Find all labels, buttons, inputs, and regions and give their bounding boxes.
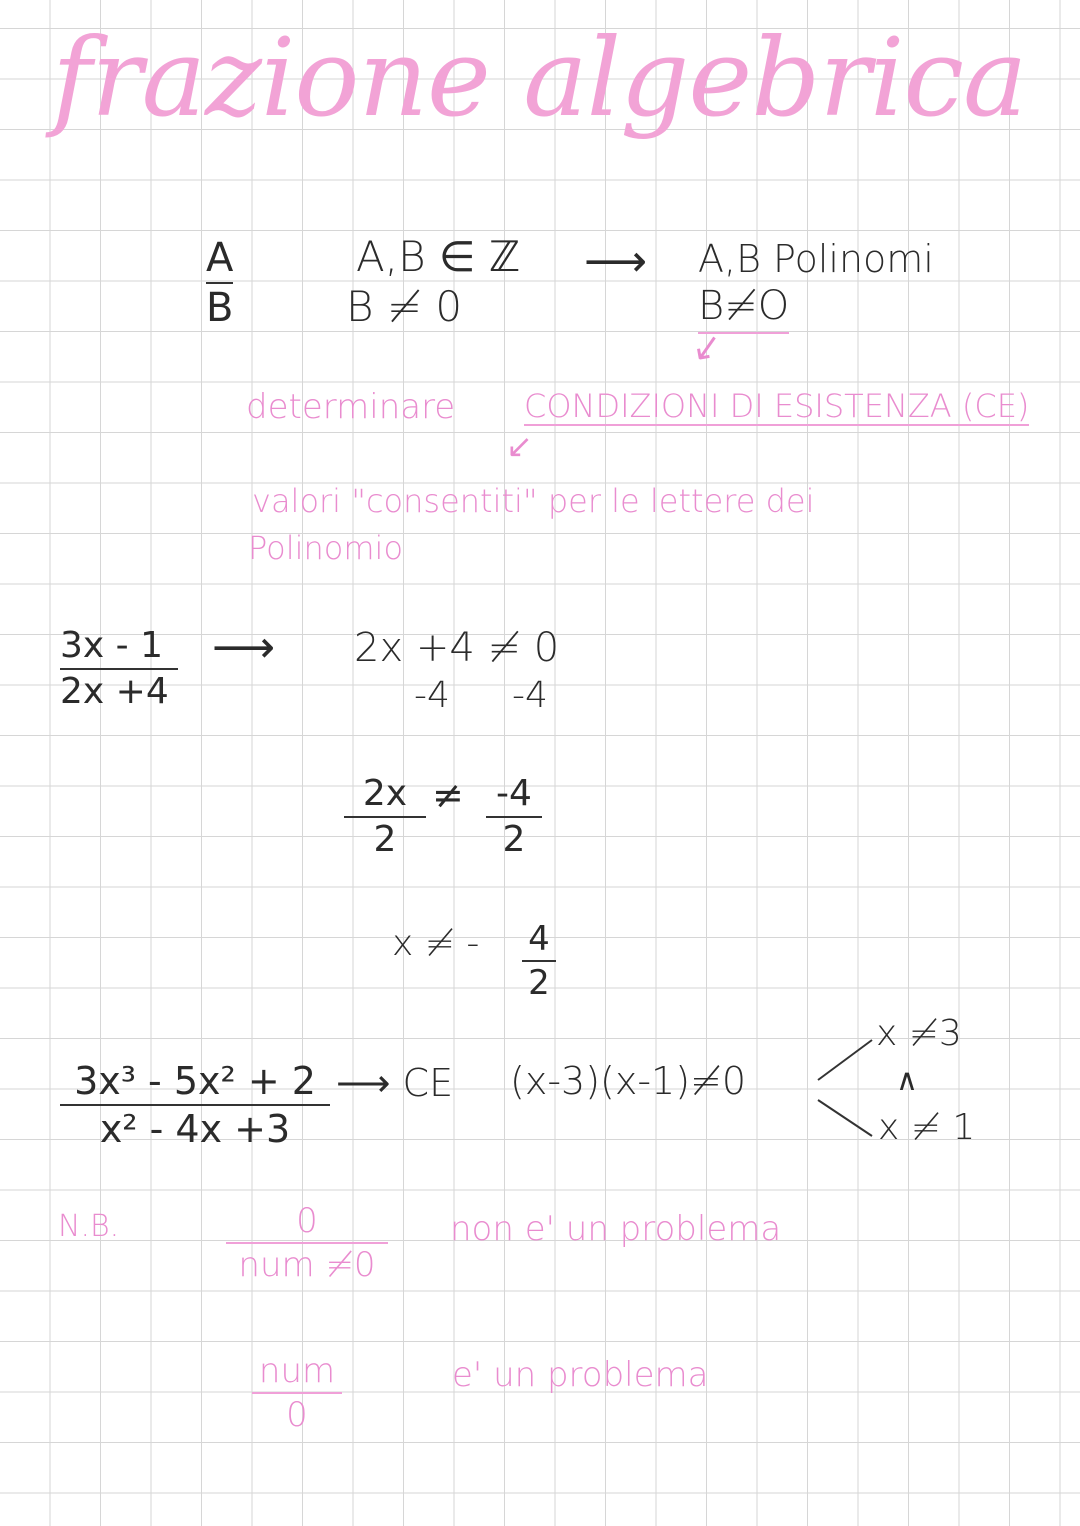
step3-denominator: 2 <box>528 963 550 1003</box>
example2-denominator: x² - 4x +3 <box>99 1107 291 1151</box>
example1-step1b-left: -4 <box>414 675 450 716</box>
step2-right-denominator: 2 <box>502 819 526 860</box>
example1-step2-left-fraction <box>344 773 426 860</box>
example2-cond1: x ≠3 <box>876 1013 962 1054</box>
nb-f2-denominator: 0 <box>286 1395 308 1435</box>
nb-f2-text: e' un problema <box>452 1355 709 1395</box>
fraction-bar <box>486 816 542 818</box>
fraction-bar <box>60 668 178 670</box>
example2-factor: (x-3)(x-1)≠0 <box>510 1059 747 1103</box>
step2-left-denominator: 2 <box>373 819 397 860</box>
example1-numerator: 3x - 1 <box>60 625 163 666</box>
conditions-ce: CONDIZIONI DI ESISTENZA (CE) <box>524 387 1030 425</box>
fraction-bar <box>226 1242 388 1244</box>
nb-f1-text: non e' un problema <box>450 1209 782 1249</box>
conditions-verb: determinare <box>246 387 456 427</box>
definition-line-2: B ≠ 0 <box>346 282 463 331</box>
and-symbol: ∧ <box>896 1063 918 1098</box>
definition-fraction <box>206 235 234 331</box>
example2-fraction <box>60 1059 330 1151</box>
branch-lines <box>812 1032 882 1142</box>
example1-fraction <box>60 625 178 712</box>
example1-step2-right-fraction <box>486 773 542 860</box>
fraction-bar <box>60 1104 330 1106</box>
nb-f1-numerator: 0 <box>296 1201 318 1241</box>
nb-label: N.B. <box>58 1209 120 1244</box>
step3-numerator: 4 <box>528 919 550 959</box>
definition-line-1: A,B ∈ ℤ <box>356 232 521 281</box>
arrow-icon: ⟶ <box>584 236 648 287</box>
fraction-bar <box>252 1392 342 1394</box>
example2-arrow-ce: ⟶ CE <box>336 1061 454 1105</box>
fraction-bar <box>522 960 556 962</box>
example2-numerator: 3x³ - 5x² + 2 <box>74 1059 316 1103</box>
step2-left-numerator: 2x <box>362 773 408 814</box>
arrow-icon-2: ⟶ <box>212 622 276 673</box>
example1-step1b-right: -4 <box>512 675 548 716</box>
step2-right-numerator: -4 <box>496 773 532 814</box>
down-left-arrow-icon: ↙ <box>688 324 726 371</box>
nb-fraction-1 <box>226 1201 388 1285</box>
nb-f2-numerator: num <box>258 1351 336 1391</box>
example1-denominator: 2x +4 <box>60 671 169 712</box>
down-left-arrow-icon-2: ↙ <box>506 427 533 465</box>
fraction-numerator: A <box>206 235 234 281</box>
example1-step3-fraction <box>522 919 556 1003</box>
conditions-values-line-2: Polinomio <box>248 529 404 567</box>
example1-step3-left: x ≠ - <box>392 923 480 964</box>
nb-fraction-2 <box>252 1351 342 1435</box>
step2-neq: ≠ <box>432 773 464 817</box>
page-title: frazione algebrica <box>52 16 1027 141</box>
fraction-denominator: B <box>206 285 234 331</box>
conditions-values-line-1: valori "consentiti" per le lettere dei <box>252 482 815 520</box>
fraction-bar <box>344 816 426 818</box>
fraction-bar <box>206 282 233 284</box>
definition-right-line-2: B≠O <box>698 286 789 334</box>
definition-right-line-1: A,B Polinomi <box>698 237 934 281</box>
example1-step1: 2x +4 ≠ 0 <box>354 625 560 671</box>
example2-cond2: x ≠ 1 <box>878 1107 976 1148</box>
nb-f1-denominator: num ≠0 <box>238 1245 376 1285</box>
